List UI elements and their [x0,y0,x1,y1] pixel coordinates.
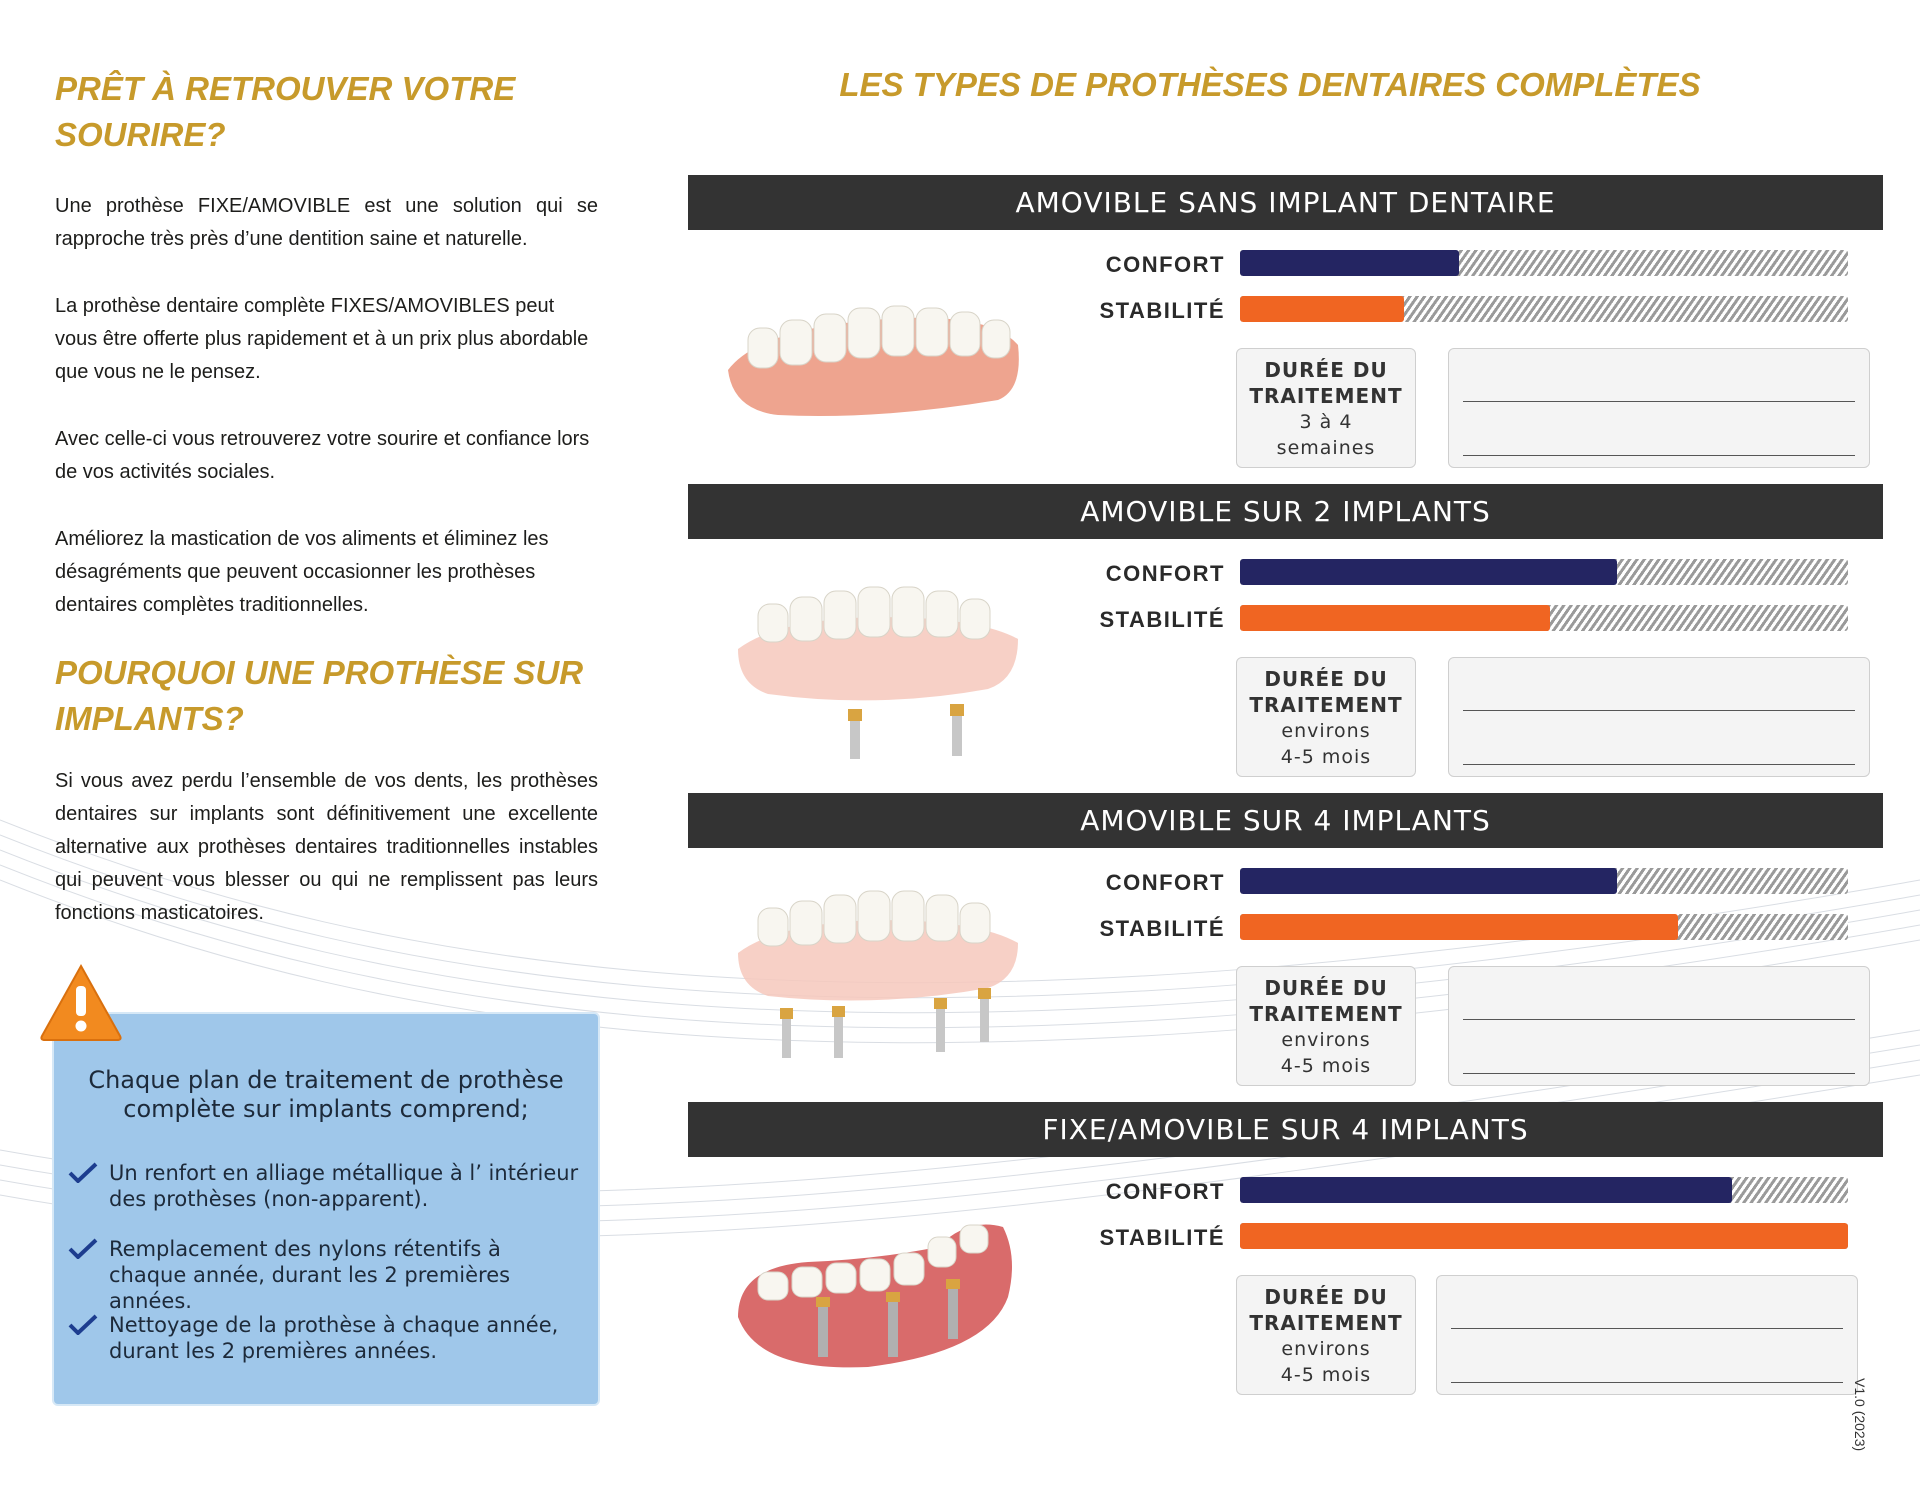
checkmark-icon [68,1161,98,1183]
duration-value-line1: 3 à 4 [1299,411,1353,433]
stability-bar [1240,914,1848,940]
paragraph-intro: Une prothèse FIXE/AMOVIBLE est une solution qui se rapproche très près d’une dentition saine et naturelle. [55,195,598,250]
stability-bar [1240,296,1848,322]
notes-line [1463,1073,1855,1074]
stability-label: STABILITÉ [1099,916,1225,941]
duration-title-line2: TRAITEMENT [1249,384,1403,408]
denture-type-section [688,484,1883,784]
comfort-bar-fill [1240,250,1459,276]
duration-value-line1: environs [1281,1029,1371,1051]
duration-title-line1: DURÉE DU [1264,1285,1388,1309]
main-title: LES TYPES DE PROTHÈSES DENTAIRES COMPLÈTES [839,66,1701,103]
comfort-bar [1240,1177,1848,1203]
treatment-plan-item: Un renfort en alliage métallique à l’ intérieur des prothèses (non-apparent). [109,1161,579,1211]
comfort-bar [1240,559,1848,585]
checkmark-icon [68,1313,98,1335]
notes-box [1448,657,1870,777]
duration-title-line2: TRAITEMENT [1249,693,1403,717]
treatment-plan-box [52,1012,600,1406]
checkmark-icon [68,1237,98,1259]
notes-box [1448,348,1870,468]
notes-line [1463,710,1855,711]
treatment-duration-box [1236,348,1416,468]
denture-illustration [718,1177,1028,1377]
stability-label: STABILITÉ [1099,298,1225,323]
treatment-plan-item: Nettoyage de la prothèse à chaque année, durant les 2 premières années. [109,1313,559,1363]
stability-label: STABILITÉ [1099,607,1225,632]
comfort-bar-fill [1240,868,1617,894]
paragraph-confidence: Avec celle-ci vous retrouverez votre sourire et confiance lors de vos activités sociales. [55,428,590,483]
notes-box [1436,1275,1858,1395]
comfort-label: CONFORT [1105,870,1225,895]
stability-bar-fill [1240,605,1550,631]
warning-icon [38,962,124,1042]
denture-illustration [718,868,1028,1068]
notes-line [1451,1328,1843,1329]
duration-title-line1: DURÉE DU [1264,667,1388,691]
comfort-bar-fill [1240,559,1617,585]
stability-bar-fill [1240,914,1678,940]
section-title: AMOVIBLE SUR 4 IMPLANTS [688,793,1883,848]
heading-why-implants: POURQUOI UNE PROTHÈSE SUR IMPLANTS? [55,654,584,737]
duration-value-line2: semaines [1276,437,1376,459]
duration-value-line2: 4-5 mois [1280,746,1372,768]
denture-type-section [688,175,1883,475]
denture-type-section [688,1102,1883,1402]
paragraph-mastication: Améliorez la mastication de vos aliments et éliminez les désagréments que peuvent occasionner les prothèses dentaires complètes traditionnelles. [55,528,549,616]
treatment-plan-item: Remplacement des nylons rétentifs à chaque année, durant les 2 premières années. [109,1237,511,1313]
treatment-duration-box [1236,1275,1416,1395]
comfort-label: CONFORT [1105,1179,1225,1204]
stability-bar [1240,605,1848,631]
stability-label: STABILITÉ [1099,1225,1225,1250]
section-title: AMOVIBLE SUR 2 IMPLANTS [688,484,1883,539]
stability-bar-fill [1240,296,1404,322]
version-label: V1.0 (2023) [1852,1378,1868,1452]
notes-line [1463,1019,1855,1020]
denture-illustration [718,250,1028,450]
comfort-label: CONFORT [1105,561,1225,586]
duration-title-line1: DURÉE DU [1264,976,1388,1000]
treatment-duration-box [1236,966,1416,1086]
treatment-plan-title: Chaque plan de traitement de prothèse complète sur implants comprend; [88,1066,564,1123]
duration-title-line2: TRAITEMENT [1249,1002,1403,1026]
duration-value-line1: environs [1281,720,1371,742]
section-title: FIXE/AMOVIBLE SUR 4 IMPLANTS [688,1102,1883,1157]
denture-type-section [688,793,1883,1093]
stability-bar [1240,1223,1848,1249]
paragraph-affordable: La prothèse dentaire complète FIXES/AMOVIBLES peut vous être offerte plus rapidement et à un prix plus abordable que vous ne le pensez. [55,295,589,383]
notes-line [1463,764,1855,765]
section-title: AMOVIBLE SANS IMPLANT DENTAIRE [688,175,1883,230]
duration-value-line2: 4-5 mois [1280,1364,1372,1386]
duration-title-line2: TRAITEMENT [1249,1311,1403,1335]
notes-line [1463,455,1855,456]
denture-illustration [718,559,1028,759]
heading-ready-to-smile: PRÊT À RETROUVER VOTRE SOURIRE? [55,70,516,153]
duration-title-line1: DURÉE DU [1264,358,1388,382]
paragraph-why-implants: Si vous avez perdu l’ensemble de vos dents, les prothèses dentaires sur implants sont définitivement une excellente alternative aux prothèses dentaires traditionnelles instables qui peuvent vous blesser ou qui ne remplissent pas leurs fonctions masticatoires. [55,770,598,924]
comfort-bar-fill [1240,1177,1732,1203]
notes-line [1463,401,1855,402]
stability-bar-fill [1240,1223,1848,1249]
duration-value-line2: 4-5 mois [1280,1055,1372,1077]
comfort-label: CONFORT [1105,252,1225,277]
notes-box [1448,966,1870,1086]
comfort-bar [1240,868,1848,894]
notes-line [1451,1382,1843,1383]
comfort-bar [1240,250,1848,276]
treatment-duration-box [1236,657,1416,777]
duration-value-line1: environs [1281,1338,1371,1360]
